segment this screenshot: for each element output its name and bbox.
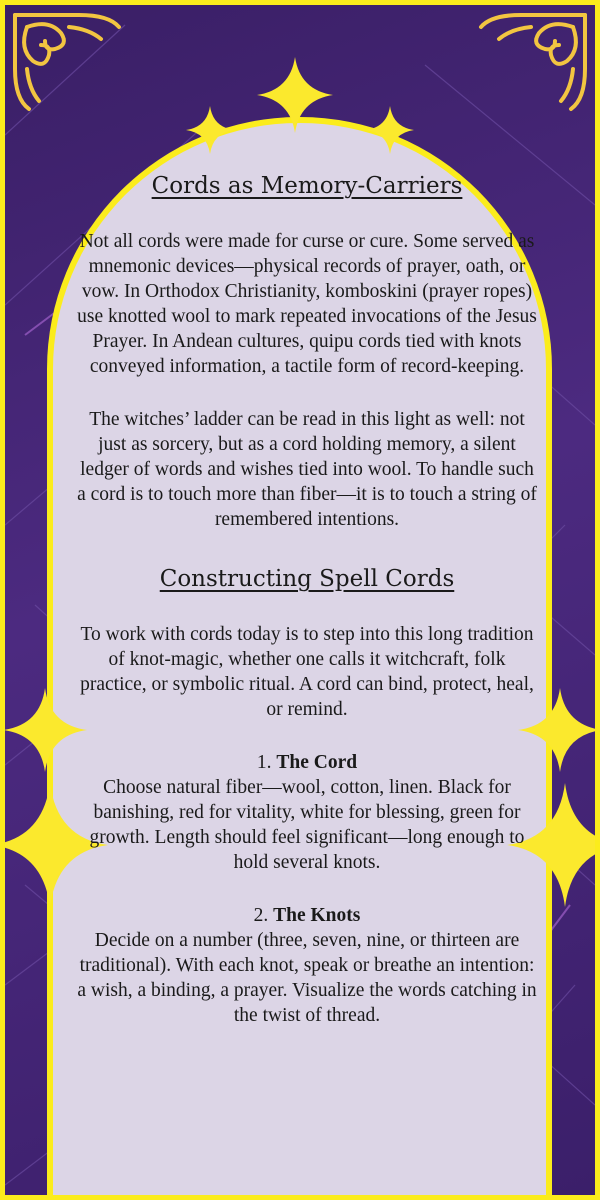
item-title: The Knots <box>273 905 361 926</box>
article-content <box>77 173 537 1028</box>
item-text: Decide on a number (three, seven, nine, or thirteen are traditional). With each knot, speak or breathe an intention: a wish, a binding, a prayer. Visualize the words catching in the twist of thread. <box>77 930 537 1026</box>
item-heading <box>77 750 537 775</box>
corner-flourish-icon <box>471 9 591 119</box>
item-text: Choose natural fiber—wool, cotton, linen. Black for banishing, red for vitality, white for blessing, green for growth. Length should feel significant—long enough to hold several knots. <box>89 777 525 873</box>
section-title: Cords as Memory-Carriers <box>151 173 463 199</box>
sparkle-star-icon <box>365 105 415 155</box>
sparkle-star-icon <box>185 105 235 155</box>
item-number: 1. <box>256 752 272 773</box>
paragraph: To work with cords today is to step into this long tradition of knot-magic, whether one calls it witchcraft, folk practice, or symbolic ritual. A cord can bind, protect, heal, or remind. <box>80 624 534 720</box>
item-heading <box>77 903 537 928</box>
list-item <box>77 750 537 875</box>
list-item <box>77 903 537 1028</box>
item-title: The Cord <box>276 752 358 773</box>
item-number: 2. <box>253 905 269 926</box>
section-title: Constructing Spell Cords <box>159 566 455 592</box>
paragraph: Not all cords were made for curse or cure. Some served as mnemonic devices—physical records of prayer, oath, or vow. In Orthodox Christianity, komboskini (prayer ropes) use knotted wool to mark repeated invocations of the Jesus Prayer. In Andean cultures, quipu cords tied with knots conveyed information, a tactile form of record-keeping. <box>77 231 537 377</box>
corner-flourish-icon <box>9 9 129 119</box>
sparkle-star-icon <box>255 55 335 135</box>
paragraph: The witches’ ladder can be read in this light as well: not just as sorcery, but as a cord holding memory, a silent ledger of words and wishes tied into wool. To handle such a cord is to touch more than fiber—it is to touch a string of remembered intentions. <box>77 409 537 530</box>
